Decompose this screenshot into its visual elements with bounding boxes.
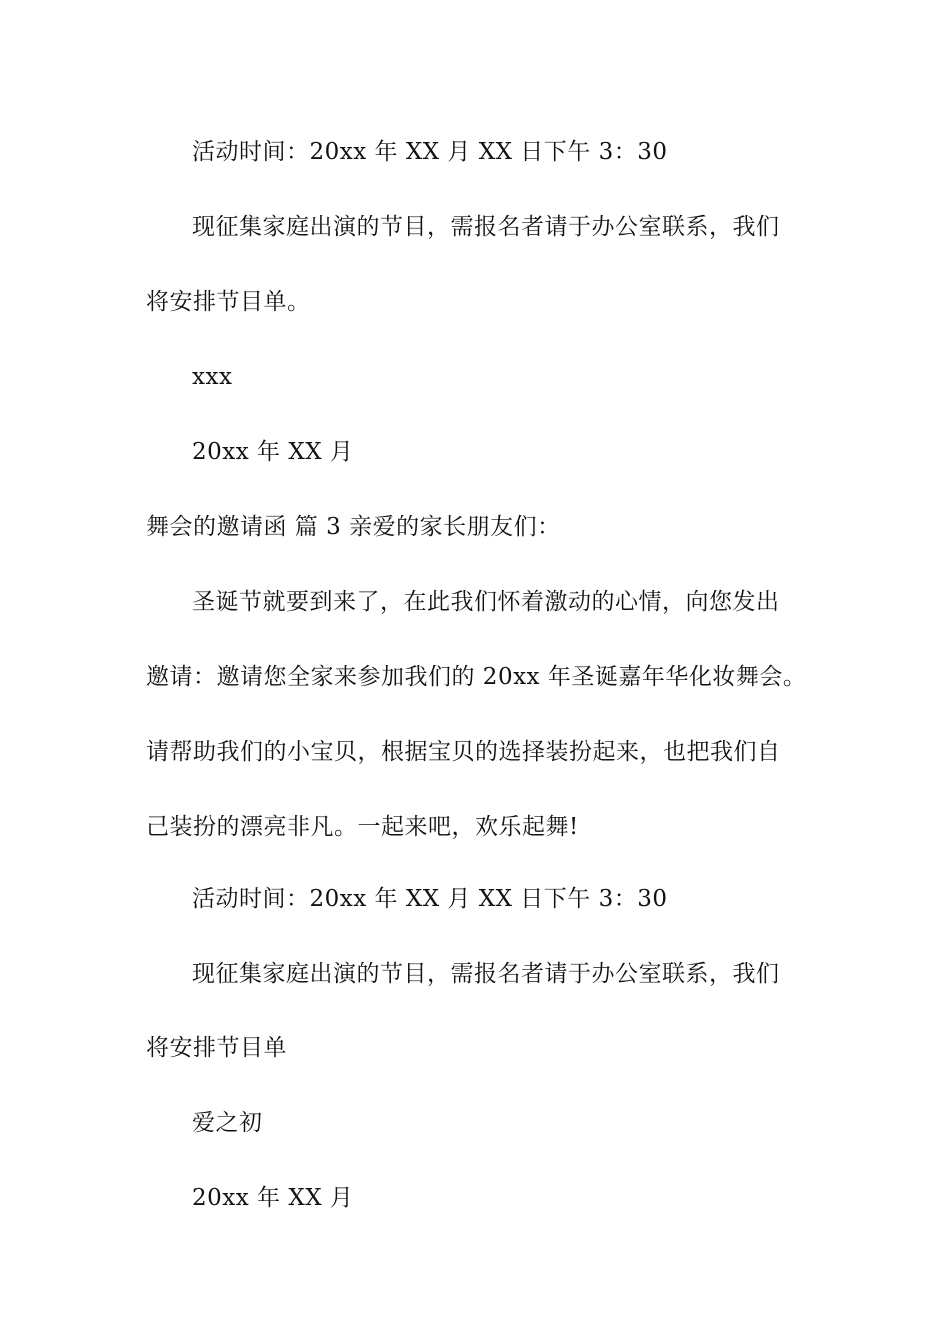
- paragraph-line: 邀请：邀请您全家来参加我们的 20xx 年圣诞嘉年华化妆舞会。: [146, 664, 807, 690]
- program-call-continuation: 将安排节目单: [146, 1035, 287, 1061]
- paragraph-line: 请帮助我们的小宝贝，根据宝贝的选择装扮起来，也把我们自: [146, 739, 781, 765]
- date-line: 20xx 年 XX 月: [192, 439, 354, 465]
- paragraph-line: 己装扮的漂亮非凡。一起来吧，欢乐起舞!: [146, 814, 579, 840]
- section-heading: 舞会的邀请函 篇 3 亲爱的家长朋友们：: [146, 514, 561, 540]
- date-line: 20xx 年 XX 月: [192, 1185, 354, 1211]
- program-call-line: 现征集家庭出演的节目，需报名者请于办公室联系，我们: [192, 961, 780, 987]
- signature-line: xxx: [192, 364, 233, 390]
- event-time-line: 活动时间：20xx 年 XX 月 XX 日下午 3：30: [192, 139, 668, 165]
- program-call-continuation: 将安排节目单。: [146, 289, 311, 315]
- event-time-line: 活动时间：20xx 年 XX 月 XX 日下午 3：30: [192, 886, 668, 912]
- signature-line: 爱之初: [192, 1110, 263, 1136]
- paragraph-line: 圣诞节就要到来了，在此我们怀着激动的心情，向您发出: [192, 589, 780, 615]
- program-call-line: 现征集家庭出演的节目，需报名者请于办公室联系，我们: [192, 214, 780, 240]
